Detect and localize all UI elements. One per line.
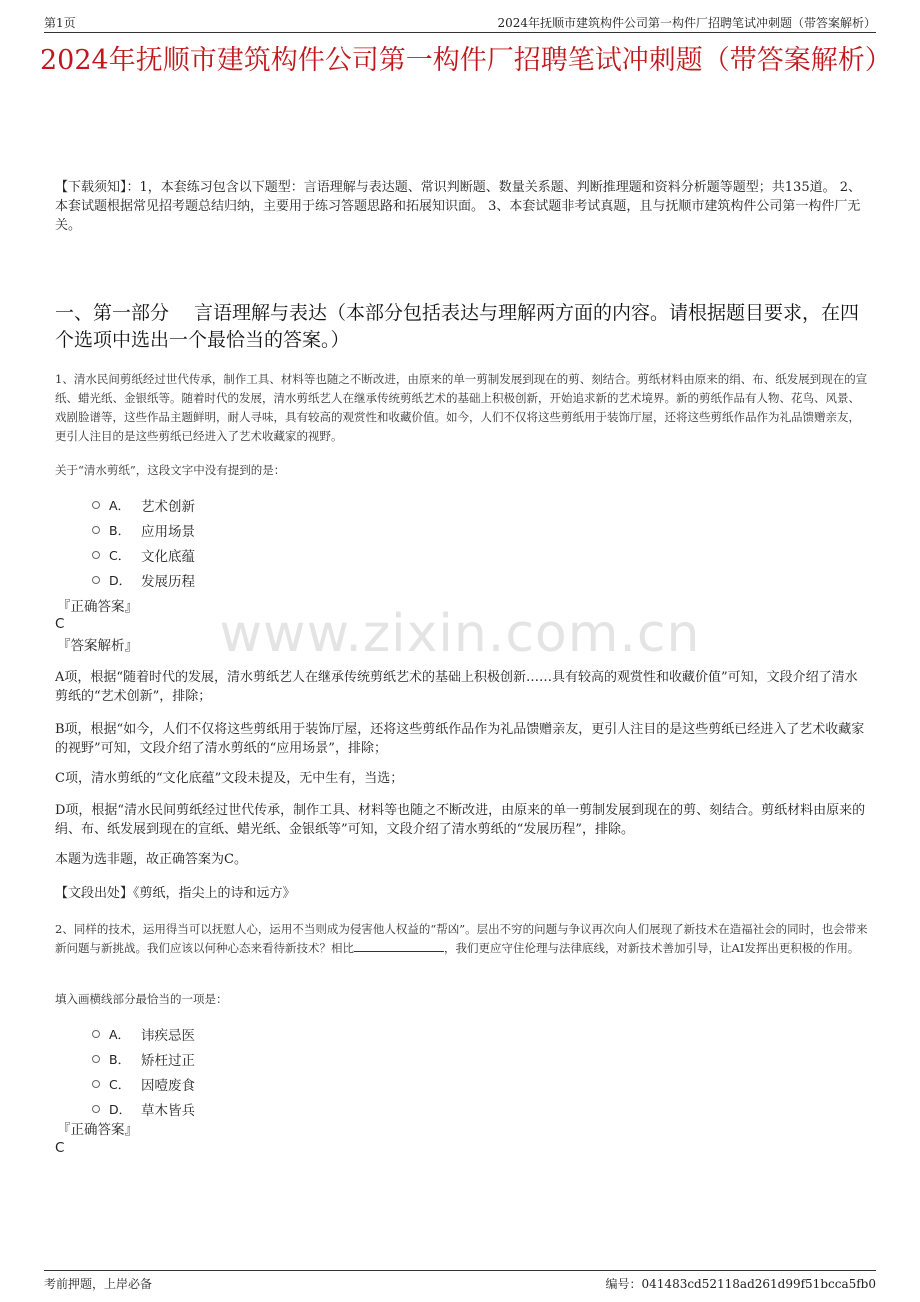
option-c[interactable]: C． 因噎废食 xyxy=(92,1071,195,1096)
radio-icon[interactable] xyxy=(92,1105,100,1113)
radio-icon[interactable] xyxy=(92,576,100,584)
header-doc-title: 2024年抚顺市建筑构件公司第一构件厂招聘笔试冲刺题（带答案解析） xyxy=(497,16,876,30)
analysis-a: A项，根据“随着时代的发展，清水剪纸艺人在继承传统剪纸艺术的基础上积极创新……具有较高的观赏性和收藏价值”可知，文段介绍了清水剪纸的“艺术创新”，排除； xyxy=(55,670,858,704)
footer-doc-id: 编号：041483cd52118ad261d99f51bcca5fb0 xyxy=(605,1277,876,1291)
page-number: 第1页 xyxy=(44,16,76,30)
correct-answer-label: 『正确答案』 xyxy=(57,599,138,615)
question-1-options xyxy=(92,492,195,592)
option-c[interactable]: C． 文化底蕴 xyxy=(92,542,195,567)
source-citation: 【文段出处】《剪纸，指尖上的诗和远方》 xyxy=(55,886,296,901)
question-2-prompt: 填入画横线部分最恰当的一项是： xyxy=(55,992,228,1006)
question-1-prompt: 关于“清水剪纸”，这段文字中没有提到的是： xyxy=(55,463,286,477)
option-b[interactable]: B． 应用场景 xyxy=(92,517,195,542)
radio-icon[interactable] xyxy=(92,526,100,534)
question-1-text: 1、清水民间剪纸经过世代传承，制作工具、材料等也随之不断改进，由原来的单一剪制发展到现在的剪、刻结合。剪纸材料由原来的绢、布、纸发展到现在的宣纸、蜡光纸、金银纸等。随着时代的发展，清水剪纸艺人在继承传统剪纸艺术的基础上积极创新，开始追求新的艺术境界。新的剪纸作品有人物、花鸟、风景、戏剧脸谱等，这些作品主题鲜明，耐人寻味，具有较高的观赏性和收藏价值。如今，人们不仅将这些剪纸用于装饰厅屋，还将这些剪纸作品作为礼品馈赠亲友，更引人注目的是这些剪纸已经进入了艺术收藏家的视野。 xyxy=(55,372,868,443)
document-title: 2024年抚顺市建筑构件公司第一构件厂招聘笔试冲刺题（带答案解析） xyxy=(40,45,892,76)
correct-answer-label: 『正确答案』 xyxy=(57,1122,138,1138)
fill-blank xyxy=(354,939,444,952)
radio-icon[interactable] xyxy=(92,551,100,559)
option-b[interactable]: B． 矫枉过正 xyxy=(92,1046,195,1071)
option-d[interactable]: D． 发展历程 xyxy=(92,567,195,592)
watermark: www.zixin.com.cn xyxy=(219,604,701,664)
question-2-text: 2、同样的技术，运用得当可以抚慰人心，运用不当则成为侵害他人权益的“帮凶”。层出不穷的问题与争议再次向人们展现了新技术在造福社会的同时，也会带来新问题与新挑战。我们应该以何种心态来看待新技术？相比 ，我们更应守住伦理与法律底线，对新技术善加引导，让AI发挥出更积极的作用。 xyxy=(55,922,868,955)
question-2-options xyxy=(92,1021,195,1121)
correct-answer-value: C xyxy=(55,1140,65,1156)
radio-icon[interactable] xyxy=(92,1055,100,1063)
page-header xyxy=(44,12,876,33)
correct-answer-value: C xyxy=(55,616,65,632)
analysis-conclusion: 本题为选非题，故正确答案为C。 xyxy=(55,852,247,867)
page-footer xyxy=(44,1270,876,1291)
option-d[interactable]: D． 草木皆兵 xyxy=(92,1096,195,1121)
radio-icon[interactable] xyxy=(92,1080,100,1088)
section-title: 一、第一部分 言语理解与表达（本部分包括表达与理解两方面的内容。请根据题目要求，在四个选项中选出一个最恰当的答案。） xyxy=(55,302,860,351)
radio-icon[interactable] xyxy=(92,1030,100,1038)
radio-icon[interactable] xyxy=(92,501,100,509)
analysis-b: B项，根据“如今，人们不仅将这些剪纸用于装饰厅屋，还将这些剪纸作品作为礼品馈赠亲友，更引人注目的是这些剪纸已经进入了艺术收藏家的视野”可知，文段介绍了清水剪纸的“应用场景”，排除； xyxy=(55,722,865,756)
analysis-label: 『答案解析』 xyxy=(57,638,138,654)
analysis-d: D项，根据“清水民间剪纸经过世代传承，制作工具、材料等也随之不断改进，由原来的单一剪制发展到现在的剪、刻结合。剪纸材料由原来的绢、布、纸发展到现在的宣纸、蜡光纸、金银纸等”可知，文段介绍了清水剪纸的“发展历程”，排除。 xyxy=(55,803,866,837)
option-a[interactable]: A． 艺术创新 xyxy=(92,492,195,517)
footer-slogan: 考前押题，上岸必备 xyxy=(44,1277,153,1291)
analysis-c: C项，清水剪纸的“文化底蕴”文段未提及，无中生有，当选； xyxy=(55,771,404,786)
download-notice: 【下载须知】：1，本套练习包含以下题型：言语理解与表达题、常识判断题、数量关系题、判断推理题和资料分析题等题型；共135道。 2、本套试题根据常见招考题总结归纳，主要用于练习答题思路和拓展知识面。 3、本套试题非考试真题，且与抚顺市建筑构件公司第一构件厂无关。 xyxy=(55,180,861,233)
option-a[interactable]: A． 讳疾忌医 xyxy=(92,1021,195,1046)
